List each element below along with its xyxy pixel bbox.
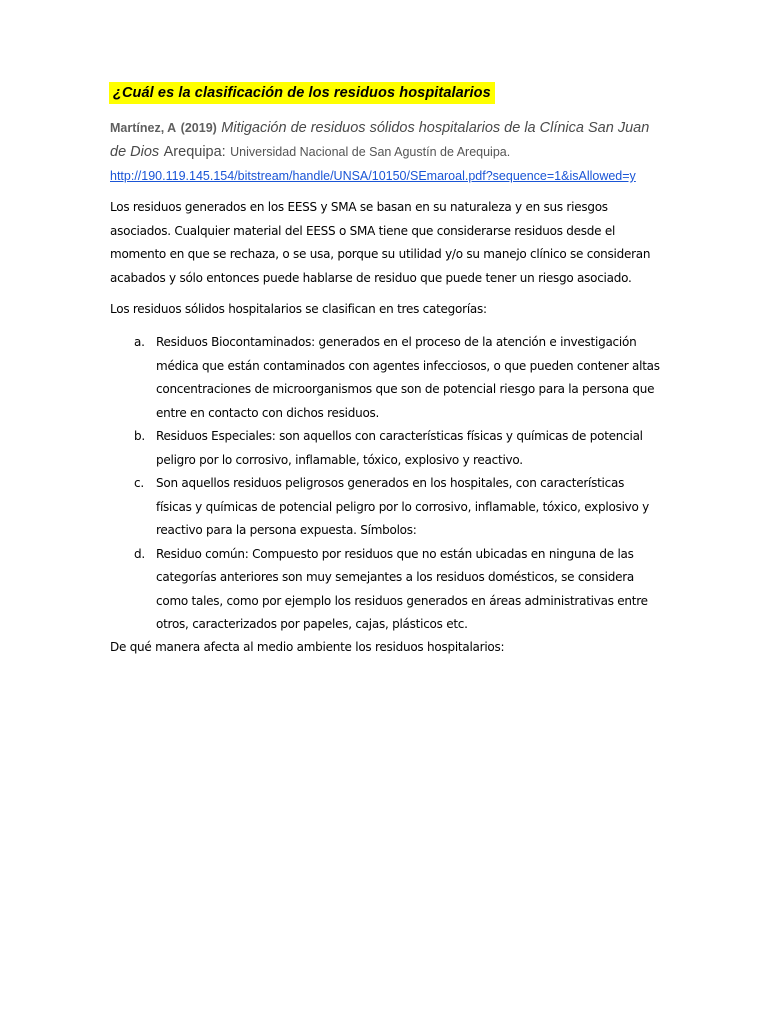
citation-author: Martínez, A	[110, 121, 177, 135]
list-marker: b.	[134, 429, 145, 443]
list-item-text: Son aquellos residuos peligrosos generados en los hospitales, con características físicas y químicas de potencial peligro por lo corrosivo, inflamable, tóxico, explosivo y reactivo para la persona expuesta. Símbolos:	[156, 476, 650, 537]
list-item	[110, 425, 662, 472]
citation-link[interactable]: http://190.119.145.154/bitstream/handle/UNSA/10150/SEmaroal.pdf?sequence=1&isAllowed=y	[110, 169, 636, 183]
paragraph-categories: Los residuos sólidos hospitalarios se clasifican en tres categorías:	[110, 302, 487, 316]
citation-title: Mitigación de residuos sólidos hospitalarios de la Clínica San Juan de Dios	[110, 120, 650, 160]
document-title: ¿Cuál es la clasificación de los residuos hospitalarios	[109, 82, 495, 104]
classification-list	[110, 331, 662, 637]
citation	[110, 116, 655, 187]
list-marker: d.	[134, 546, 145, 561]
title-container	[109, 82, 495, 104]
list-item-text: Residuos Biocontaminados: generados en el proceso de la atención e investigación médica que están contaminados con agentes infecciosos, o que pueden contener altas concentraciones de microorganismos que son de potencial riesgo para la persona que entre en contacto con dichos residuos.	[156, 335, 660, 420]
citation-institution: Universidad Nacional de San Agustín de Arequipa.	[230, 145, 511, 159]
list-marker: a.	[134, 335, 145, 349]
citation-place: Arequipa:	[163, 144, 226, 160]
list-item	[110, 331, 662, 425]
paragraph-question: De qué manera afecta al medio ambiente los residuos hospitalarios:	[110, 640, 505, 654]
paragraph-intro: Los residuos generados en los EESS y SMA se basan en su naturaleza y en sus riesgos asociados. Cualquier material del EESS o SMA tiene que considerarse residuos desde el momento en que se rechaza, o se usa, porque su utilidad y/o su manejo clínico se consideran acabados y sólo entonces puede hablarse de residuo que puede tener un riesgo asociado.	[110, 200, 651, 285]
citation-year: (2019)	[180, 121, 217, 135]
list-marker: c.	[134, 476, 144, 490]
list-item	[110, 543, 662, 637]
list-item-text: Residuo común: Compuesto por residuos que no están ubicadas en ninguna de las categorías anteriores son muy semejantes a los residuos domésticos, se considera como tales, como por ejemplo los residuos generados en áreas administrativas entre otros, caracterizados por papeles, cajas, plásticos etc.	[156, 546, 648, 631]
list-item-text: Residuos Especiales: son aquellos con características físicas y químicas de potencial peligro por lo corrosivo, inflamable, tóxico, explosivo y reactivo.	[156, 429, 643, 467]
list-item	[110, 472, 662, 543]
